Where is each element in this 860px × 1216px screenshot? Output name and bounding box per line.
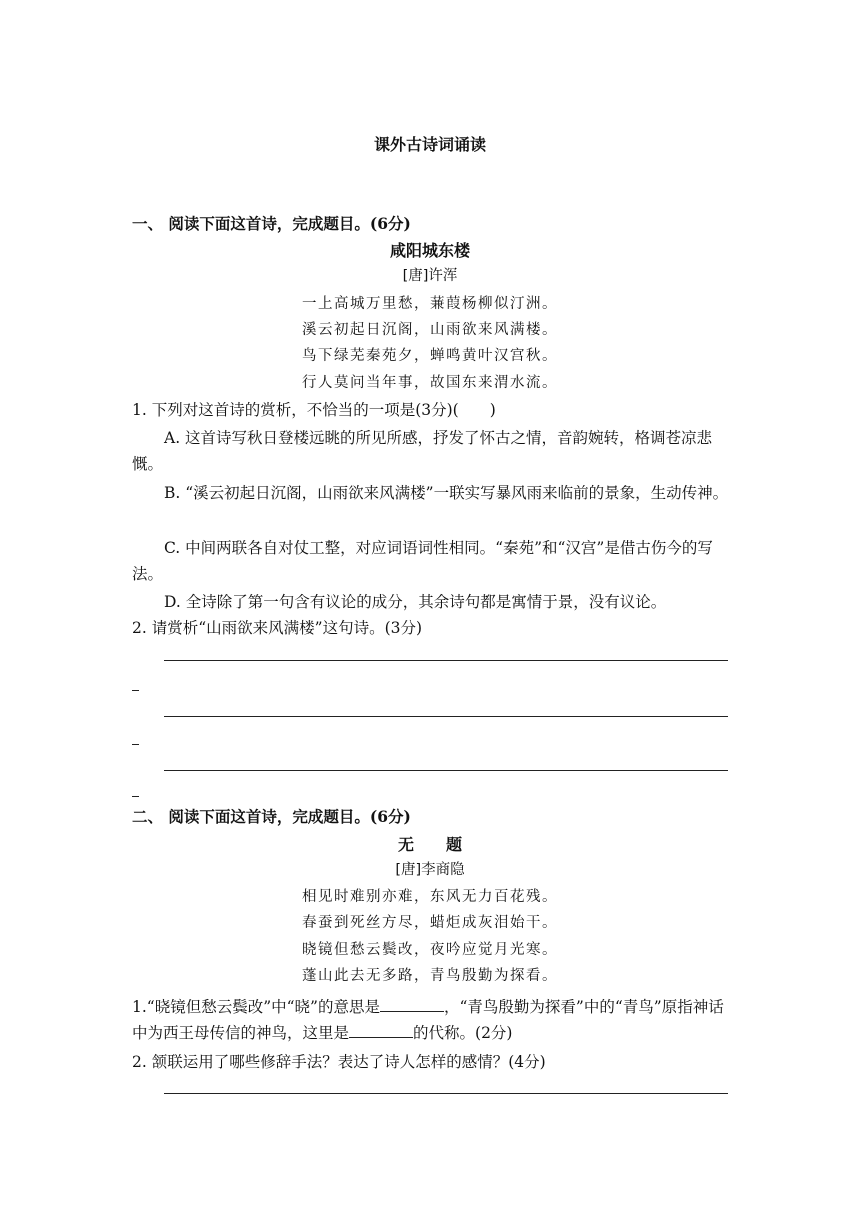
- poem-2-title: 无 题: [397, 835, 462, 854]
- question-2-1-part3: 的代称。(2分): [413, 1024, 513, 1042]
- poem-2-author: [唐]李商隐: [395, 862, 465, 878]
- page-title: 课外古诗词诵读: [373, 135, 486, 154]
- option-c: C. 中间两联各自对仗工整，对应词语词性相同。“秦苑”和“汉宫”是借古伤今的写法。: [132, 539, 713, 583]
- option-a: A. 这首诗写秋日登楼远眺的所见所感，抒发了怀古之情，音韵婉转，格调苍凉悲慨。: [132, 429, 713, 473]
- question-2-1-part1: 1.“晓镜但愁云鬓改”中“晓”的意思是: [132, 998, 380, 1016]
- fill-blank-2[interactable]: [349, 1036, 413, 1038]
- section-2-heading: 二、 阅读下面这首诗，完成题目。(6分): [132, 807, 411, 826]
- line-continuation-mark: [132, 744, 139, 745]
- answer-line[interactable]: [164, 716, 728, 717]
- poem-1-line-2: 溪云初起日沉阁，山雨欲来风满楼。: [302, 322, 558, 338]
- question-2-1: [132, 994, 732, 1046]
- poem-1-title: 咸阳城东楼: [389, 241, 470, 260]
- section-1-heading: 一、 阅读下面这首诗，完成题目。(6分): [132, 214, 411, 233]
- poem-1-line-1: 一上高城万里愁，蒹葭杨柳似汀洲。: [302, 296, 558, 312]
- question-2-1-part2: ，“青鸟殷勤为探看”中的“青鸟”原指神话中为西王母传信的神鸟，这里是: [132, 998, 724, 1042]
- poem-1-author: [唐]许浑: [402, 268, 458, 284]
- fill-blank-1[interactable]: [380, 1010, 444, 1012]
- option-b: B. “溪云初起日沉阁，山雨欲来风满楼”一联实写暴风雨来临前的景象，生动传神。: [164, 484, 729, 502]
- poem-2-line-4: 蓬山此去无多路，青鸟殷勤为探看。: [302, 968, 558, 984]
- answer-line[interactable]: [164, 660, 728, 661]
- poem-1-line-3: 鸟下绿芜秦苑夕，蝉鸣黄叶汉宫秋。: [302, 348, 558, 364]
- question-2-2: 2. 颔联运用了哪些修辞手法？表达了诗人怎样的感情？(4分): [132, 1053, 546, 1071]
- answer-line[interactable]: [164, 770, 728, 771]
- poem-2-line-1: 相见时难别亦难，东风无力百花残。: [302, 889, 558, 905]
- poem-2-line-2: 春蚕到死丝方尽，蜡炬成灰泪始干。: [302, 915, 558, 931]
- poem-2-line-3: 晓镜但愁云鬓改，夜吟应觉月光寒。: [302, 942, 558, 958]
- answer-line[interactable]: [164, 1093, 728, 1094]
- question-1-1: 1. 下列对这首诗的赏析，不恰当的一项是(3分)( ): [132, 401, 496, 419]
- line-continuation-mark: [132, 796, 139, 797]
- line-continuation-mark: [132, 690, 139, 691]
- poem-1-line-4: 行人莫问当年事，故国东来渭水流。: [302, 375, 558, 391]
- question-1-2: 2. 请赏析“山雨欲来风满楼”这句诗。(3分): [132, 619, 423, 637]
- option-d: D. 全诗除了第一句含有议论的成分，其余诗句都是寓情于景，没有议论。: [164, 593, 667, 611]
